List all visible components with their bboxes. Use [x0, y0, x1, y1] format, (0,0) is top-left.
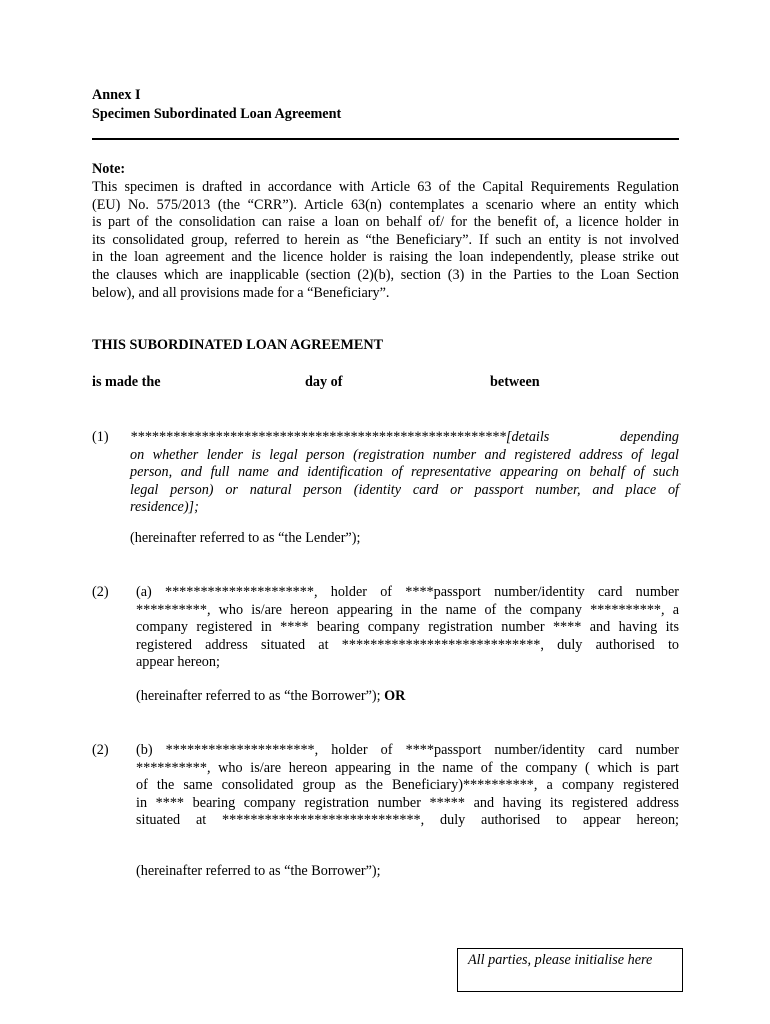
borrower-definition-text: (hereinafter referred to as “the Borrower”);	[136, 688, 385, 704]
party2a-details	[136, 584, 679, 672]
initials-instruction: All parties, please initialise here	[468, 952, 653, 968]
note-line: in the loan agreement and the licence holder is raising the loan independently, please strike out	[92, 249, 679, 266]
party2a-line: registered address situated at ****************************, duly authorised to	[136, 636, 679, 653]
agreement-heading: THIS SUBORDINATED LOAN AGREEMENT	[92, 337, 384, 353]
party2a-line: company registered in **** bearing company registration number **** and having its	[136, 619, 679, 636]
note-paragraph	[92, 179, 679, 302]
party2b-line: of the same consolidated group as the Beneficiary)**********, a company registered	[136, 777, 679, 794]
note-line: (EU) No. 575/2013 (the “CRR”). Article 63(n) contemplates a scenario where an entity which	[92, 196, 679, 213]
borrower-definition-b: (hereinafter referred to as “the Borrower”);	[136, 863, 381, 879]
made-the-label: is made the	[92, 374, 161, 390]
note-heading: Note:	[92, 161, 126, 177]
party2b-number: (2)	[92, 742, 109, 758]
party2b-line: situated at ****************************, duly authorised to appear hereon;	[136, 812, 679, 829]
party1-line: on whether lender is legal person (registration number and registered address of legal	[130, 446, 679, 463]
title-divider	[92, 138, 679, 140]
party1-line: person, and full name and identification of representative appearing on behalf of such	[130, 464, 679, 481]
party1-number: (1)	[92, 429, 109, 445]
party1-line: *****************************************************[details depending	[130, 429, 679, 445]
party2a-number: (2)	[92, 584, 109, 600]
note-line: is part of the consolidation can raise a loan on behalf of/ for the benefit of, a licence holder in	[92, 214, 679, 231]
party2a-line: appear hereon;	[136, 654, 220, 671]
party1-line: legal person) or natural person (identity card or passport number, and place of	[130, 481, 679, 498]
party2b-line: in **** bearing company registration number ***** and having its registered address	[136, 794, 679, 811]
party2a-line: (a) *********************, holder of ****passport number/identity card number	[136, 584, 679, 600]
party1-details	[130, 429, 679, 517]
or-label: OR	[384, 688, 406, 704]
party2b-details	[136, 742, 679, 830]
note-line: below), and all provisions made for a “Beneficiary”.	[92, 284, 390, 301]
initials-box[interactable]	[457, 948, 683, 992]
party2b-line: **********, who is/are hereon appearing in the name of the company ( which is part	[136, 759, 679, 776]
party2a-line: **********, who is/are hereon appearing in the name of the company **********, a	[136, 601, 679, 618]
party2b-line: (b) *********************, holder of ****passport number/identity card number	[136, 742, 679, 758]
annex-label: Annex I	[92, 87, 141, 103]
party1-line: residence)];	[130, 499, 199, 516]
between-label: between	[490, 374, 540, 390]
note-line: its consolidated group, referred to herein as “the Beneficiary”. If such an entity is not involved	[92, 231, 679, 248]
document-title: Specimen Subordinated Loan Agreement	[92, 106, 342, 122]
note-line: This specimen is drafted in accordance with Article 63 of the Capital Requirements Regulation	[92, 179, 679, 195]
note-line: the clauses which are inapplicable (section (2)(b), section (3) in the Parties to the Loan Section	[92, 266, 679, 283]
borrower-definition-a	[136, 688, 405, 706]
day-of-label: day of	[305, 374, 343, 390]
lender-definition: (hereinafter referred to as “the Lender”);	[130, 530, 361, 546]
